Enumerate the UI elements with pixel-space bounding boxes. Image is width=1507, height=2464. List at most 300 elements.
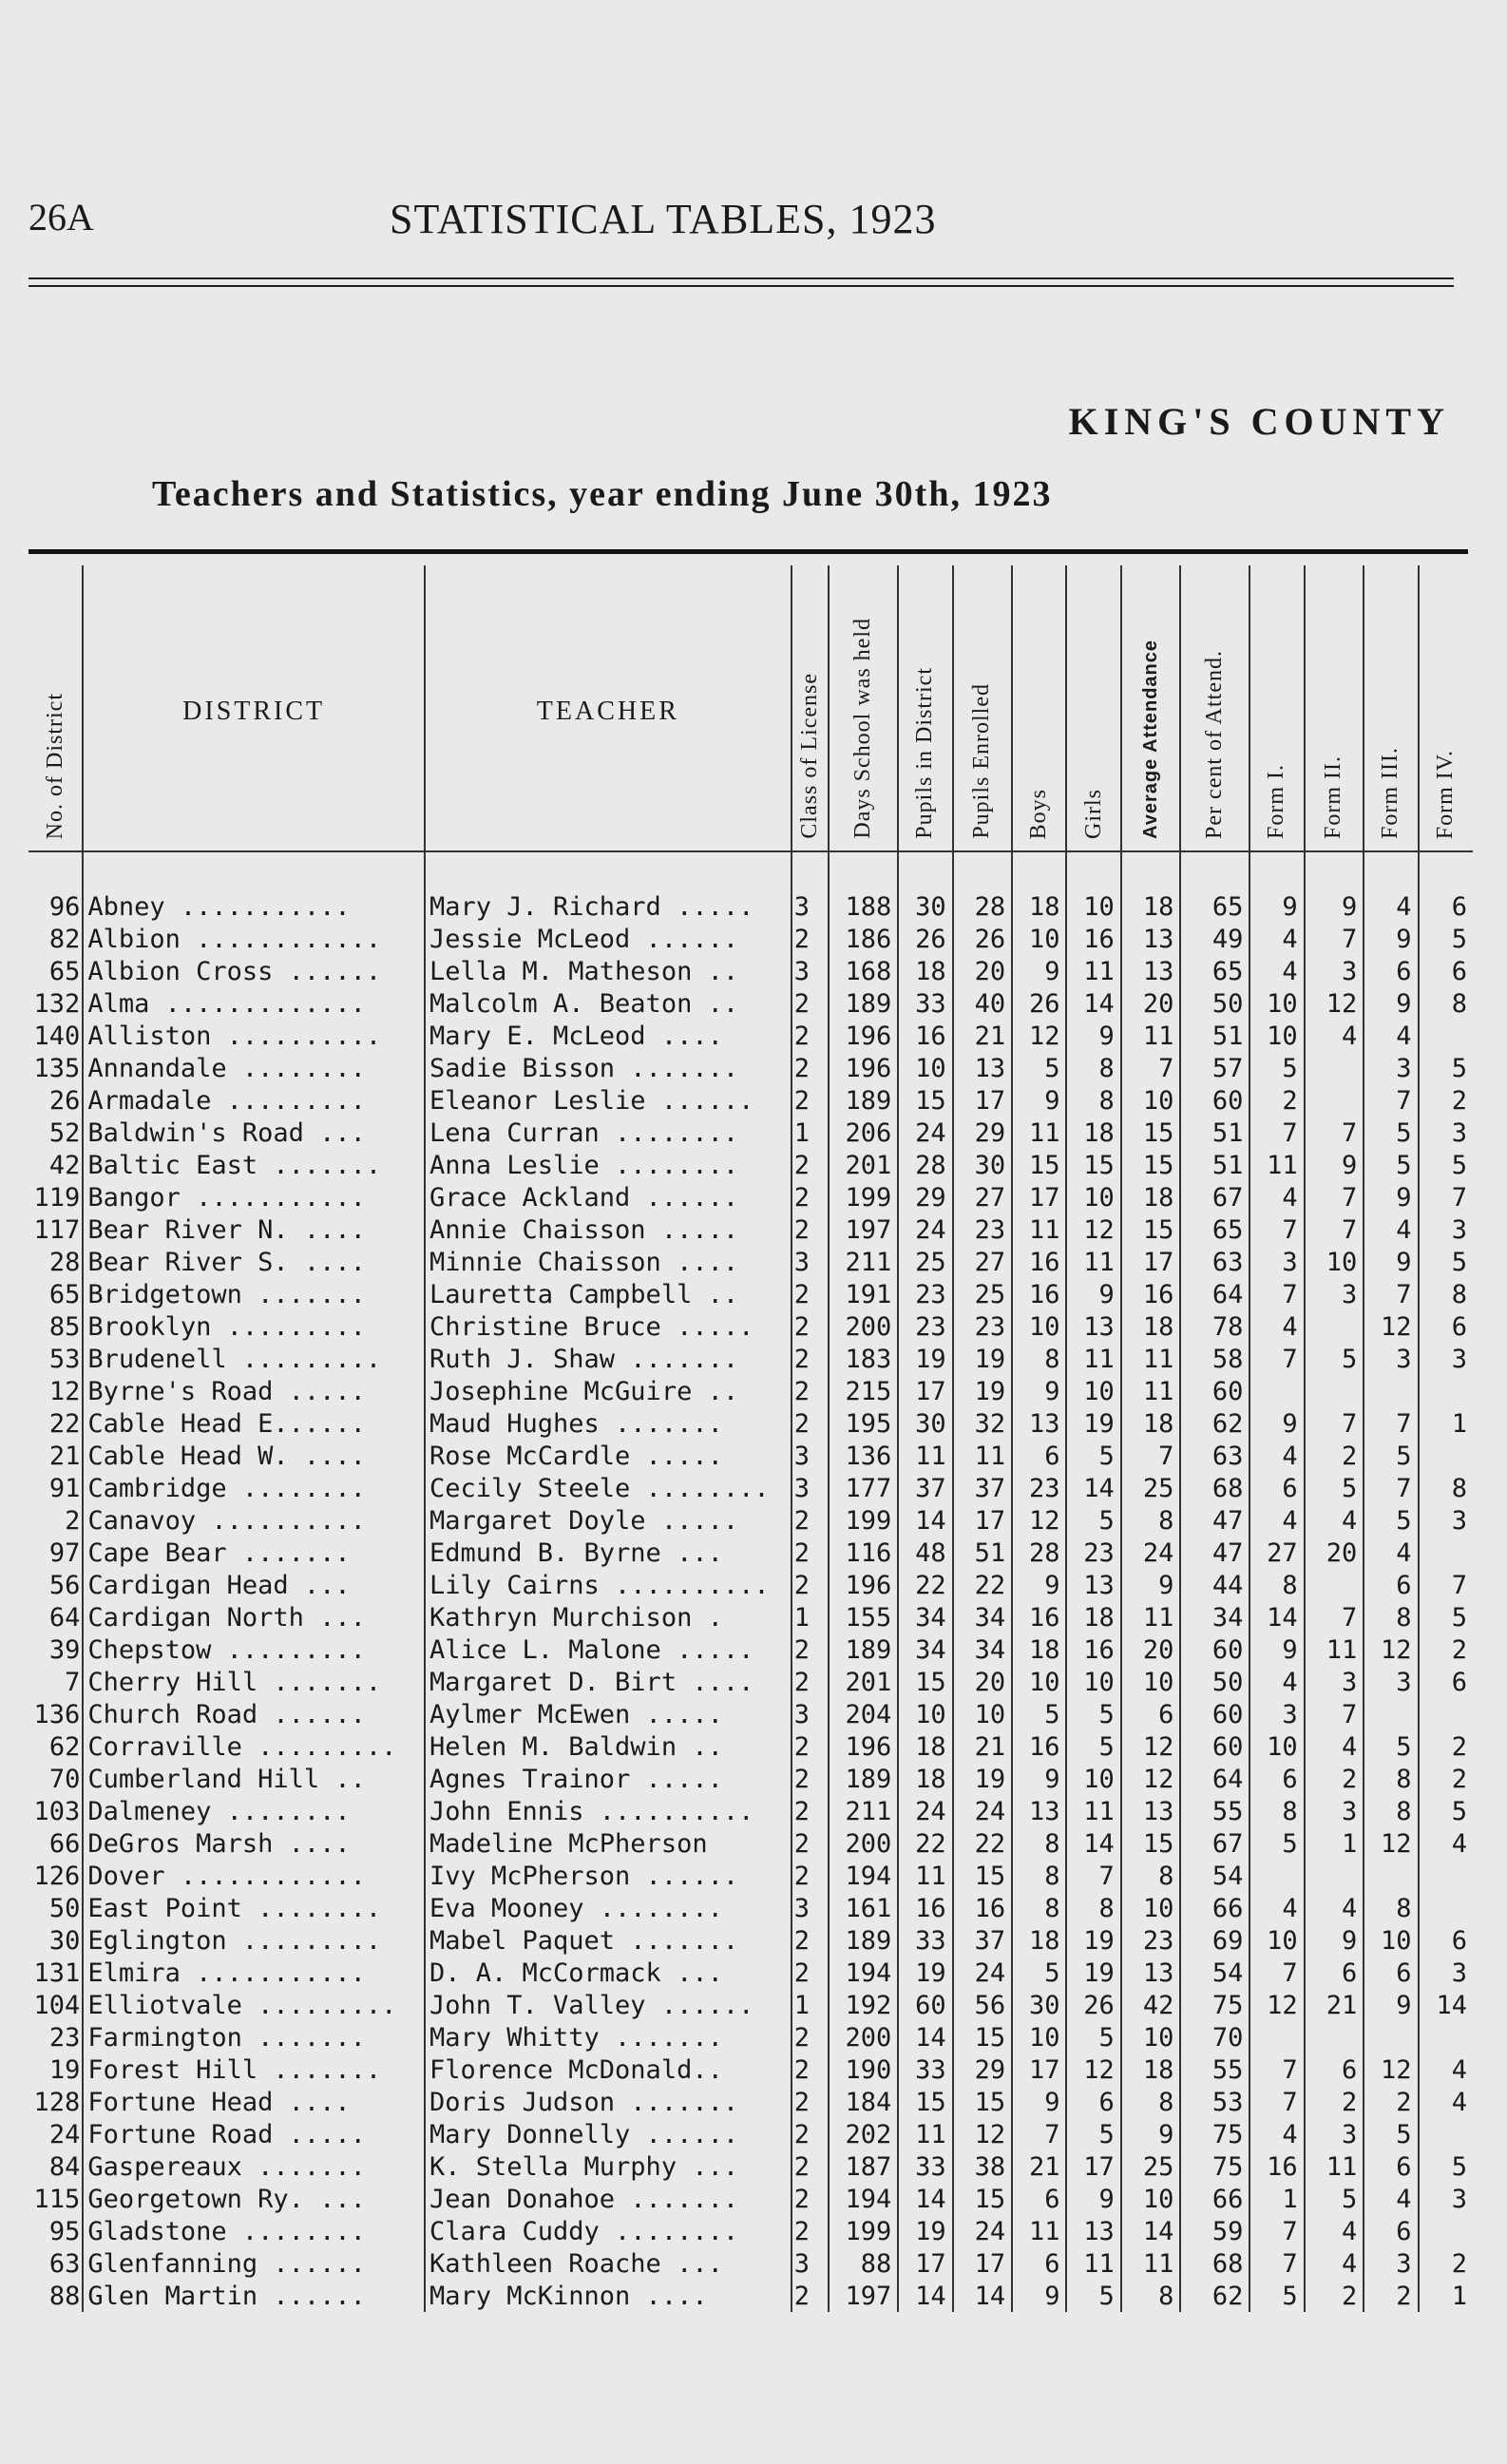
cell-form-4: 8: [1419, 1472, 1473, 1504]
cell-form-2: 2: [1305, 1763, 1364, 1795]
cell-teacher-name: Mabel Paquet .......: [425, 1924, 792, 1957]
cell-form-3: 9: [1364, 923, 1418, 955]
cell-percent-attendance: 55: [1180, 2053, 1249, 2086]
cell-district-number: 19: [48, 2054, 81, 2085]
cell-teacher-name: Lena Curran ........: [425, 1117, 792, 1149]
cell-license-class: 2: [792, 1860, 830, 1892]
cell-district-name: Armadale .........: [83, 1084, 425, 1117]
cell-form-2: 2: [1305, 1440, 1364, 1472]
cell-form-4: 5: [1419, 1795, 1473, 1827]
cell-days-held: 155: [829, 1601, 898, 1633]
cell-form-2: [1305, 2021, 1364, 2053]
cell-district-name: Albion Cross ......: [83, 955, 425, 987]
cell-form-1: 6: [1249, 1763, 1304, 1795]
cell-form-2: 3: [1305, 2118, 1364, 2150]
cell-license-class: 2: [792, 1730, 830, 1763]
cell-percent-attendance: 68: [1180, 1472, 1249, 1504]
cell-pupils-in-district: 26: [898, 923, 952, 955]
table-row: [29, 1149, 1473, 1181]
cell-percent-attendance: 65: [1180, 1213, 1249, 1246]
cell-form-2: 1: [1305, 1827, 1364, 1860]
cell-license-class: 2: [792, 1020, 830, 1052]
cell-boys: 9: [1012, 1569, 1066, 1601]
cell-license-class: 2: [792, 1407, 830, 1440]
cell-girls: 6: [1066, 2086, 1120, 2118]
cell-girls: 12: [1066, 1213, 1120, 1246]
cell-form-2: [1305, 1052, 1364, 1084]
cell-district-number: 117: [33, 1214, 81, 1245]
table-row: [29, 1052, 1473, 1084]
cell-form-3: 3: [1364, 1052, 1418, 1084]
table-row: [29, 1795, 1473, 1827]
cell-form-1: 7: [1249, 2247, 1304, 2280]
cell-license-class: 3: [792, 955, 830, 987]
cell-form-3: 12: [1364, 1827, 1418, 1860]
cell-form-2: 3: [1305, 1795, 1364, 1827]
cell-district-number: 21: [48, 1441, 81, 1471]
cell-percent-attendance: 59: [1180, 2215, 1249, 2247]
cell-percent-attendance: 65: [1180, 851, 1249, 923]
cell-boys: 18: [1012, 1633, 1066, 1666]
cell-district-number: 104: [33, 1990, 81, 2020]
cell-form-4: [1419, 2215, 1473, 2247]
cell-district-number: 42: [48, 1150, 81, 1180]
cell-district-name: Cumberland Hill ..: [83, 1763, 425, 1795]
cell-form-3: 12: [1364, 1633, 1418, 1666]
table-row: [29, 923, 1473, 955]
cell-form-1: 4: [1249, 1310, 1304, 1343]
table-row: [29, 1827, 1473, 1860]
col-header-avg-attendance: Average Attendance: [1121, 565, 1181, 851]
cell-days-held: 189: [829, 987, 898, 1020]
cell-district-number: 82: [48, 924, 81, 954]
cell-pupils-enrolled: 29: [953, 1117, 1013, 1149]
cell-form-3: 4: [1364, 851, 1418, 923]
cell-license-class: 2: [792, 1084, 830, 1117]
cell-license-class: 2: [792, 2021, 830, 2053]
cell-pupils-enrolled: 12: [953, 2118, 1013, 2150]
cell-days-held: 88: [829, 2247, 898, 2280]
cell-pupils-enrolled: 13: [953, 1052, 1013, 1084]
cell-average-attendance: 15: [1121, 1149, 1181, 1181]
table-row: [29, 2021, 1473, 2053]
cell-pupils-enrolled: 15: [953, 2086, 1013, 2118]
cell-form-3: 6: [1364, 1957, 1418, 1989]
cell-teacher-name: Minnie Chaisson ....: [425, 1246, 792, 1278]
cell-form-4: 7: [1419, 1569, 1473, 1601]
cell-form-4: 2: [1419, 2247, 1473, 2280]
cell-days-held: 189: [829, 1084, 898, 1117]
cell-form-3: [1364, 1375, 1418, 1407]
cell-days-held: 136: [829, 1440, 898, 1472]
cell-days-held: 191: [829, 1278, 898, 1310]
cell-license-class: 2: [792, 923, 830, 955]
cell-form-4: 2: [1419, 1763, 1473, 1795]
cell-form-1: 8: [1249, 1795, 1304, 1827]
cell-license-class: 2: [792, 1181, 830, 1213]
cell-percent-attendance: 60: [1180, 1698, 1249, 1730]
cell-boys: 8: [1012, 1343, 1066, 1375]
cell-pupils-enrolled: 32: [953, 1407, 1013, 1440]
cell-form-4: 1: [1419, 1407, 1473, 1440]
cell-form-2: 10: [1305, 1246, 1364, 1278]
cell-percent-attendance: 60: [1180, 1633, 1249, 1666]
cell-boys: 15: [1012, 1149, 1066, 1181]
cell-form-2: 7: [1305, 1698, 1364, 1730]
cell-district-number: 91: [48, 1473, 81, 1503]
cell-days-held: 192: [829, 1989, 898, 2021]
cell-average-attendance: 8: [1121, 1504, 1181, 1537]
cell-average-attendance: 13: [1121, 955, 1181, 987]
cell-boys: 10: [1012, 1310, 1066, 1343]
cell-pupils-in-district: 17: [898, 2247, 952, 2280]
cell-boys: 6: [1012, 2183, 1066, 2215]
cell-form-2: [1305, 1310, 1364, 1343]
county-heading: KING'S COUNTY: [1068, 400, 1450, 443]
cell-boys: 8: [1012, 1827, 1066, 1860]
cell-days-held: 215: [829, 1375, 898, 1407]
cell-pupils-enrolled: 37: [953, 1472, 1013, 1504]
cell-form-4: 3: [1419, 1343, 1473, 1375]
cell-days-held: 201: [829, 1666, 898, 1698]
cell-district-number: 65: [48, 1279, 81, 1309]
cell-form-4: [1419, 1698, 1473, 1730]
cell-teacher-name: Maud Hughes .......: [425, 1407, 792, 1440]
cell-pupils-in-district: 33: [898, 2150, 952, 2183]
cell-district-number: 66: [48, 1828, 81, 1859]
cell-girls: 16: [1066, 1633, 1120, 1666]
cell-district-name: Brooklyn .........: [83, 1310, 425, 1343]
cell-form-3: 2: [1364, 2280, 1418, 2312]
cell-form-2: 2: [1305, 2280, 1364, 2312]
cell-district-name: Annandale ........: [83, 1052, 425, 1084]
cell-district-name: Canavoy ..........: [83, 1504, 425, 1537]
cell-pupils-enrolled: 38: [953, 2150, 1013, 2183]
cell-form-4: 7: [1419, 1181, 1473, 1213]
cell-district-name: Baldwin's Road ...: [83, 1117, 425, 1149]
cell-days-held: 177: [829, 1472, 898, 1504]
cell-girls: 14: [1066, 987, 1120, 1020]
cell-form-1: 7: [1249, 1213, 1304, 1246]
cell-girls: 19: [1066, 1407, 1120, 1440]
cell-percent-attendance: 34: [1180, 1601, 1249, 1633]
cell-district-number: 115: [33, 2184, 81, 2214]
cell-pupils-in-district: 19: [898, 1343, 952, 1375]
cell-teacher-name: Helen M. Baldwin ..: [425, 1730, 792, 1763]
cell-license-class: 2: [792, 1278, 830, 1310]
cell-form-4: 6: [1419, 955, 1473, 987]
cell-girls: 8: [1066, 1052, 1120, 1084]
cell-pupils-enrolled: 24: [953, 1795, 1013, 1827]
cell-form-4: [1419, 1892, 1473, 1924]
cell-percent-attendance: 55: [1180, 1795, 1249, 1827]
cell-girls: 5: [1066, 1698, 1120, 1730]
cell-district-number: 7: [65, 1667, 81, 1697]
cell-pupils-in-district: 14: [898, 1504, 952, 1537]
cell-teacher-name: Eva Mooney ........: [425, 1892, 792, 1924]
cell-pupils-in-district: 22: [898, 1569, 952, 1601]
cell-district-name: Cape Bear .......: [83, 1537, 425, 1569]
cell-form-3: 12: [1364, 1310, 1418, 1343]
cell-pupils-enrolled: 29: [953, 2053, 1013, 2086]
cell-teacher-name: Kathleen Roache ...: [425, 2247, 792, 2280]
cell-percent-attendance: 60: [1180, 1375, 1249, 1407]
cell-days-held: 183: [829, 1343, 898, 1375]
cell-license-class: 2: [792, 1827, 830, 1860]
cell-teacher-name: John Ennis ..........: [425, 1795, 792, 1827]
cell-form-1: 16: [1249, 2150, 1304, 2183]
cell-girls: 10: [1066, 851, 1120, 923]
cell-form-1: 9: [1249, 1633, 1304, 1666]
cell-district-number: 96: [48, 891, 81, 922]
cell-form-1: 10: [1249, 1730, 1304, 1763]
cell-form-2: 3: [1305, 1666, 1364, 1698]
cell-district-name: Abney ...........: [83, 851, 425, 923]
cell-percent-attendance: 64: [1180, 1278, 1249, 1310]
cell-form-2: 7: [1305, 1181, 1364, 1213]
cell-teacher-name: Christine Bruce .....: [425, 1310, 792, 1343]
cell-form-4: 8: [1419, 987, 1473, 1020]
cell-boys: 18: [1012, 851, 1066, 923]
cell-days-held: 199: [829, 1181, 898, 1213]
cell-form-4: 6: [1419, 1310, 1473, 1343]
cell-pupils-in-district: 37: [898, 1472, 952, 1504]
cell-teacher-name: Lauretta Campbell ..: [425, 1278, 792, 1310]
table-row: [29, 1730, 1473, 1763]
cell-average-attendance: 17: [1121, 1246, 1181, 1278]
cell-form-1: 14: [1249, 1601, 1304, 1633]
cell-district-number: 140: [33, 1021, 81, 1051]
cell-license-class: 3: [792, 851, 830, 923]
cell-license-class: 3: [792, 1892, 830, 1924]
table-row: [29, 1278, 1473, 1310]
cell-teacher-name: Ruth J. Shaw .......: [425, 1343, 792, 1375]
cell-average-attendance: 20: [1121, 1633, 1181, 1666]
table-row: [29, 1666, 1473, 1698]
col-header-pupils-district: Pupils in District: [898, 565, 952, 851]
cell-girls: 11: [1066, 1246, 1120, 1278]
cell-form-2: 9: [1305, 851, 1364, 923]
cell-boys: 26: [1012, 987, 1066, 1020]
cell-form-4: 5: [1419, 1149, 1473, 1181]
col-header-boys: Boys: [1012, 565, 1066, 851]
cell-pupils-in-district: 15: [898, 2086, 952, 2118]
cell-pupils-in-district: 15: [898, 1666, 952, 1698]
cell-average-attendance: 8: [1121, 1860, 1181, 1892]
cell-form-3: 12: [1364, 2053, 1418, 2086]
cell-district-number: 126: [33, 1861, 81, 1891]
cell-days-held: 194: [829, 2183, 898, 2215]
cell-form-2: 11: [1305, 2150, 1364, 2183]
cell-boys: 12: [1012, 1020, 1066, 1052]
cell-district-name: Bridgetown .......: [83, 1278, 425, 1310]
cell-boys: 28: [1012, 1537, 1066, 1569]
cell-district-name: Forest Hill .......: [83, 2053, 425, 2086]
cell-pupils-in-district: 16: [898, 1892, 952, 1924]
cell-days-held: 196: [829, 1052, 898, 1084]
cell-form-2: 20: [1305, 1537, 1364, 1569]
col-header-pupils-enrolled: Pupils Enrolled: [953, 565, 1013, 851]
cell-pupils-in-district: 48: [898, 1537, 952, 1569]
cell-days-held: 188: [829, 851, 898, 923]
cell-pupils-enrolled: 26: [953, 923, 1013, 955]
cell-district-name: Fortune Road .....: [83, 2118, 425, 2150]
table-row: [29, 1763, 1473, 1795]
cell-license-class: 1: [792, 1117, 830, 1149]
cell-pupils-enrolled: 19: [953, 1375, 1013, 1407]
cell-district-number: 28: [48, 1247, 81, 1277]
cell-form-1: 8: [1249, 1569, 1304, 1601]
cell-percent-attendance: 67: [1180, 1827, 1249, 1860]
cell-girls: 5: [1066, 1440, 1120, 1472]
cell-license-class: 3: [792, 1440, 830, 1472]
cell-teacher-name: Josephine McGuire ..: [425, 1375, 792, 1407]
cell-percent-attendance: 51: [1180, 1020, 1249, 1052]
cell-average-attendance: 15: [1121, 1213, 1181, 1246]
cell-district-number: 53: [48, 1344, 81, 1374]
col-header-district: DISTRICT: [83, 565, 425, 851]
cell-district-name: Elmira ...........: [83, 1957, 425, 1989]
cell-days-held: 187: [829, 2150, 898, 2183]
cell-form-1: 4: [1249, 1440, 1304, 1472]
cell-form-2: 11: [1305, 1633, 1364, 1666]
cell-average-attendance: 25: [1121, 1472, 1181, 1504]
cell-form-2: 5: [1305, 1472, 1364, 1504]
cell-district-number: 103: [33, 1796, 81, 1826]
cell-form-4: 3: [1419, 2183, 1473, 2215]
cell-pupils-in-district: 22: [898, 1827, 952, 1860]
cell-pupils-in-district: 29: [898, 1181, 952, 1213]
cell-girls: 10: [1066, 1763, 1120, 1795]
cell-district-number: 22: [48, 1408, 81, 1439]
cell-percent-attendance: 58: [1180, 1343, 1249, 1375]
cell-form-2: 4: [1305, 2215, 1364, 2247]
cell-average-attendance: 11: [1121, 1601, 1181, 1633]
cell-form-4: 6: [1419, 1666, 1473, 1698]
cell-days-held: 189: [829, 1633, 898, 1666]
table-row: [29, 2215, 1473, 2247]
cell-average-attendance: 10: [1121, 1666, 1181, 1698]
table-row: [29, 1343, 1473, 1375]
cell-pupils-enrolled: 24: [953, 1957, 1013, 1989]
cell-percent-attendance: 75: [1180, 1989, 1249, 2021]
cell-boys: 11: [1012, 2215, 1066, 2247]
cell-district-name: DeGros Marsh ....: [83, 1827, 425, 1860]
cell-form-1: 10: [1249, 1020, 1304, 1052]
cell-form-3: 3: [1364, 1343, 1418, 1375]
cell-days-held: 211: [829, 1246, 898, 1278]
cell-days-held: 196: [829, 1020, 898, 1052]
cell-boys: 13: [1012, 1407, 1066, 1440]
cell-days-held: 161: [829, 1892, 898, 1924]
table-row: [29, 1181, 1473, 1213]
cell-form-3: 6: [1364, 1569, 1418, 1601]
cell-form-4: 5: [1419, 1601, 1473, 1633]
cell-form-4: 2: [1419, 1730, 1473, 1763]
cell-district-name: Fortune Head ....: [83, 2086, 425, 2118]
cell-girls: 13: [1066, 1569, 1120, 1601]
cell-form-2: 6: [1305, 1957, 1364, 1989]
cell-form-1: 11: [1249, 1149, 1304, 1181]
cell-teacher-name: Aylmer McEwen .....: [425, 1698, 792, 1730]
cell-form-3: 8: [1364, 1795, 1418, 1827]
cell-percent-attendance: 65: [1180, 955, 1249, 987]
cell-form-1: 12: [1249, 1989, 1304, 2021]
cell-girls: 5: [1066, 2280, 1120, 2312]
cell-percent-attendance: 50: [1180, 987, 1249, 1020]
cell-pupils-in-district: 18: [898, 1763, 952, 1795]
cell-teacher-name: Edmund B. Byrne ...: [425, 1537, 792, 1569]
cell-girls: 10: [1066, 1181, 1120, 1213]
cell-form-4: 14: [1419, 1989, 1473, 2021]
cell-girls: 26: [1066, 1989, 1120, 2021]
cell-percent-attendance: 69: [1180, 1924, 1249, 1957]
cell-girls: 10: [1066, 1375, 1120, 1407]
table-row: [29, 1892, 1473, 1924]
cell-pupils-enrolled: 30: [953, 1149, 1013, 1181]
cell-pupils-enrolled: 40: [953, 987, 1013, 1020]
cell-pupils-in-district: 14: [898, 2280, 952, 2312]
cell-percent-attendance: 54: [1180, 1860, 1249, 1892]
cell-form-3: 9: [1364, 1181, 1418, 1213]
cell-pupils-in-district: 11: [898, 1440, 952, 1472]
table-row: [29, 1246, 1473, 1278]
cell-days-held: 194: [829, 1860, 898, 1892]
cell-form-4: 5: [1419, 923, 1473, 955]
cell-district-number: 97: [48, 1538, 81, 1568]
cell-boys: 8: [1012, 1860, 1066, 1892]
cell-days-held: 200: [829, 1827, 898, 1860]
cell-form-3: 6: [1364, 955, 1418, 987]
cell-district-name: Cherry Hill .......: [83, 1666, 425, 1698]
cell-district-name: Eglington .........: [83, 1924, 425, 1957]
cell-form-4: 2: [1419, 1633, 1473, 1666]
table-row: [29, 1407, 1473, 1440]
cell-pupils-enrolled: 21: [953, 1730, 1013, 1763]
cell-form-3: 5: [1364, 1440, 1418, 1472]
cell-license-class: 2: [792, 1213, 830, 1246]
cell-boys: 5: [1012, 1052, 1066, 1084]
table-row: [29, 1084, 1473, 1117]
cell-average-attendance: 10: [1121, 1892, 1181, 1924]
cell-district-number: 62: [48, 1731, 81, 1762]
cell-teacher-name: Annie Chaisson .....: [425, 1213, 792, 1246]
cell-average-attendance: 18: [1121, 1181, 1181, 1213]
cell-form-3: 6: [1364, 2215, 1418, 2247]
cell-percent-attendance: 49: [1180, 923, 1249, 955]
cell-average-attendance: 15: [1121, 1827, 1181, 1860]
cell-boys: 16: [1012, 1730, 1066, 1763]
cell-form-1: 7: [1249, 2053, 1304, 2086]
cell-boys: 5: [1012, 1957, 1066, 1989]
cell-district-number: 85: [48, 1311, 81, 1342]
cell-form-1: 7: [1249, 1343, 1304, 1375]
cell-license-class: 2: [792, 1343, 830, 1375]
table-top-rule: [29, 549, 1468, 554]
cell-girls: 5: [1066, 2021, 1120, 2053]
table-row: [29, 1440, 1473, 1472]
cell-pupils-enrolled: 15: [953, 1860, 1013, 1892]
cell-days-held: 184: [829, 2086, 898, 2118]
cell-percent-attendance: 47: [1180, 1537, 1249, 1569]
cell-average-attendance: 23: [1121, 1924, 1181, 1957]
cell-boys: 7: [1012, 2118, 1066, 2150]
cell-district-number: 30: [48, 1925, 81, 1956]
cell-district-name: Brudenell .........: [83, 1343, 425, 1375]
cell-form-4: [1419, 1440, 1473, 1472]
cell-average-attendance: 12: [1121, 1730, 1181, 1763]
cell-form-2: 5: [1305, 2183, 1364, 2215]
